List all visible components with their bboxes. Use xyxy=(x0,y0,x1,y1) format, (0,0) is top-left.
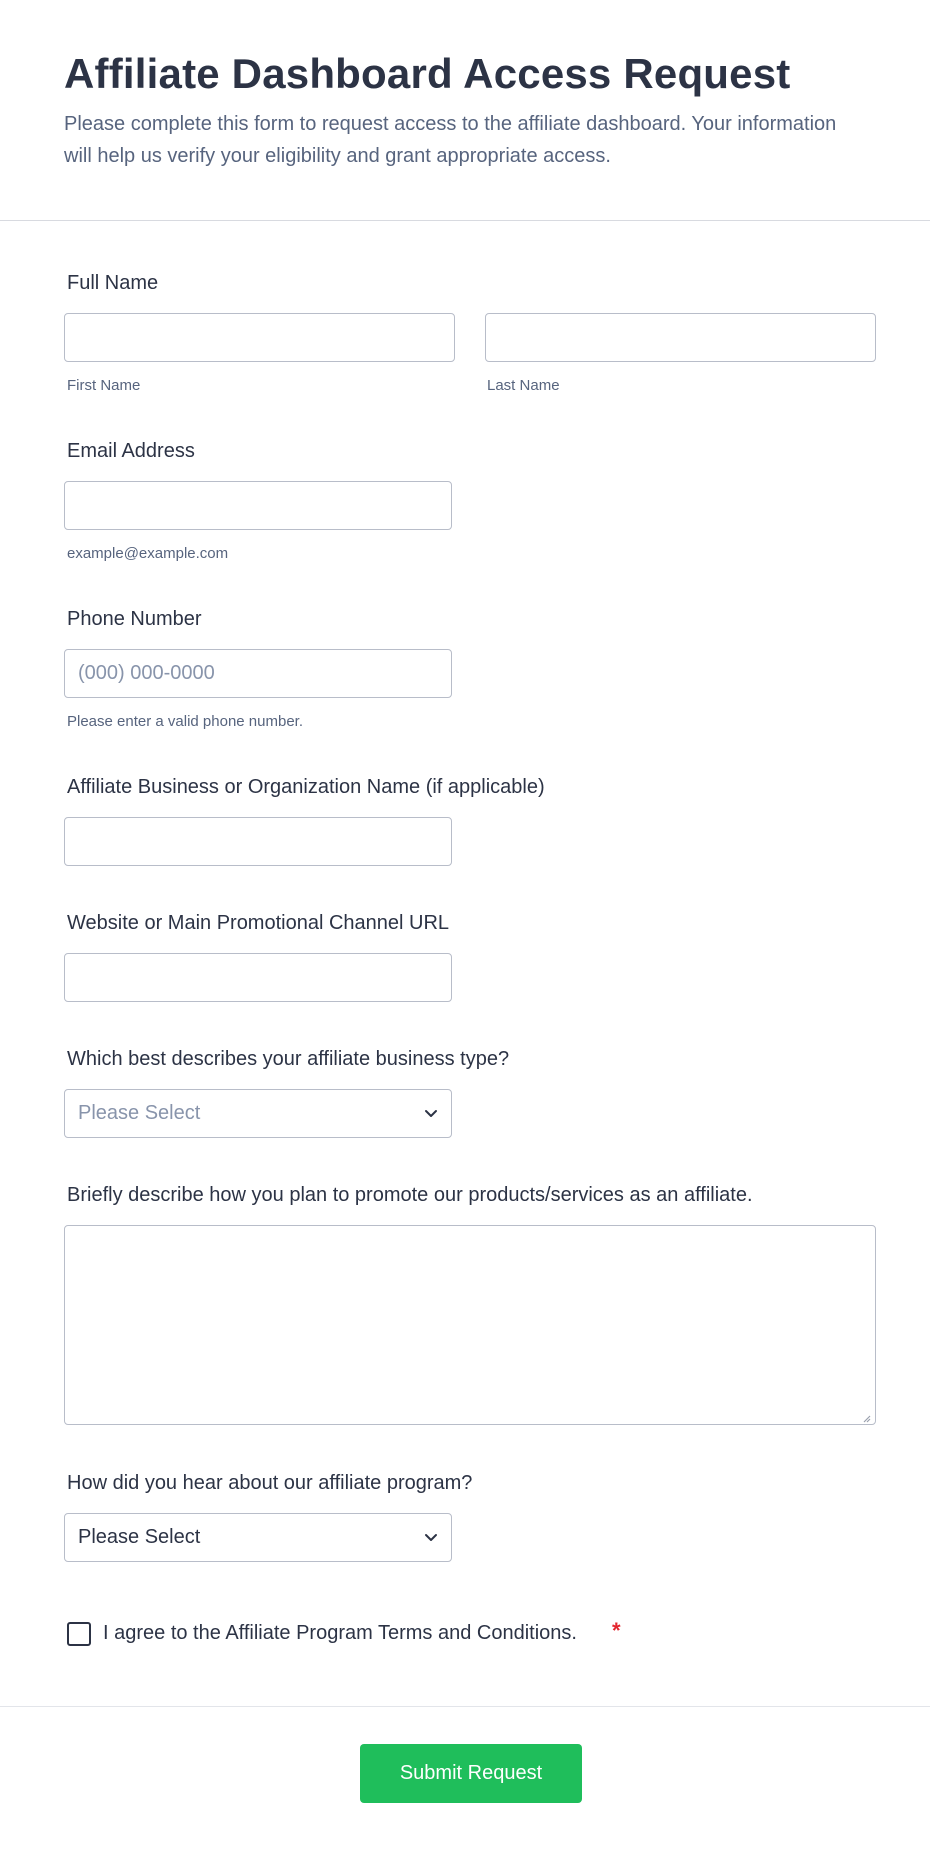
website-label: Website or Main Promotional Channel URL xyxy=(67,912,450,934)
terms-label[interactable]: I agree to the Affiliate Program Terms and Conditions. xyxy=(103,1622,577,1644)
business-name-label: Affiliate Business or Organization Name (if applicable) xyxy=(67,776,545,798)
business-type-label: Which best describes your affiliate business type? xyxy=(67,1048,510,1070)
email-label: Email Address xyxy=(67,440,195,462)
last-name-sublabel: Last Name xyxy=(487,377,560,394)
business-type-selected: Please Select xyxy=(78,1102,201,1124)
phone-label: Phone Number xyxy=(67,608,202,630)
chevron-down-icon xyxy=(424,1107,438,1121)
resize-grip-icon[interactable] xyxy=(861,1410,871,1420)
first-name-sublabel: First Name xyxy=(67,377,141,394)
referral-source-selected: Please Select xyxy=(78,1526,201,1548)
email-sublabel: example@example.com xyxy=(67,545,229,562)
submit-button[interactable]: Submit Request xyxy=(360,1744,582,1803)
business-name-field[interactable] xyxy=(64,817,452,866)
required-asterisk: * xyxy=(612,1618,621,1643)
terms-checkbox[interactable] xyxy=(67,1622,91,1646)
chevron-down-icon xyxy=(424,1531,438,1545)
email-field[interactable] xyxy=(64,481,452,530)
business-type-select[interactable] xyxy=(64,1089,452,1138)
promotion-plan-label: Briefly describe how you plan to promote our products/services as an affiliate. xyxy=(67,1184,753,1206)
phone-sublabel: Please enter a valid phone number. xyxy=(67,713,303,730)
website-field[interactable] xyxy=(64,953,452,1002)
form-title: Affiliate Dashboard Access Request xyxy=(64,50,791,97)
last-name-input[interactable] xyxy=(485,313,876,362)
referral-source-select[interactable] xyxy=(64,1513,452,1562)
promotion-plan-textarea[interactable] xyxy=(64,1225,876,1425)
first-name-input[interactable] xyxy=(64,313,455,362)
referral-source-label: How did you hear about our affiliate program? xyxy=(67,1472,473,1494)
phone-field[interactable] xyxy=(64,649,452,698)
form-header xyxy=(0,0,930,221)
full-name-label: Full Name xyxy=(67,272,159,294)
form-subtitle: Please complete this form to request access to the affiliate dashboard. Your information will help us verify your eligibility and grant appropriate access. xyxy=(64,113,837,167)
